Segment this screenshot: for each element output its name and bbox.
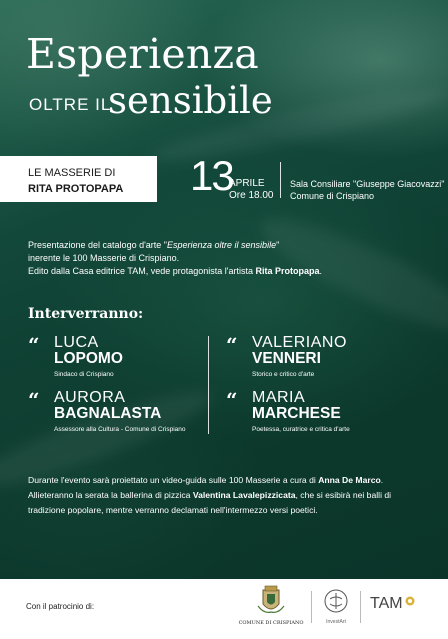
description-line-3 (28, 265, 428, 278)
speaker-role: Storico e critico d'arte (252, 371, 315, 378)
event-line-2 (28, 488, 428, 503)
quote-icon: “ (28, 388, 40, 412)
description-text: Edito dalla Casa editrice TAM, vede protagonista l'artista (28, 266, 256, 276)
date-info (229, 178, 273, 202)
crispiano-caption: COMUNE DI CRISPIANO (238, 620, 304, 626)
artist-name: Rita Protopapa (255, 266, 320, 276)
title-line-2-big: sensibile (108, 79, 273, 122)
event-text: . (380, 475, 384, 485)
venue-info (290, 178, 444, 202)
dancer-name: Valentina Lavalepizzicata (192, 490, 296, 500)
date-month: APRILE (229, 178, 265, 189)
event-text: Allieteranno la serata la ballerina di pizzica (28, 490, 193, 500)
venue-town: Comune di Crispiano (290, 191, 375, 201)
tam-mark-icon (404, 595, 416, 607)
tam-logo (370, 595, 416, 613)
speaker-first-name: VALERIANO (252, 334, 347, 351)
crest-icon (236, 584, 306, 620)
quote-icon: “ (28, 333, 40, 357)
event-text: , che si esibirà nei balli di (295, 490, 392, 500)
speaker-role: Poetessa, curatrice e critica d'arte (252, 426, 350, 433)
description-text: " (276, 240, 280, 250)
date-time: Ore 18.00 (229, 190, 274, 201)
video-curator-name: Anna De Marco (318, 475, 381, 485)
speaker-first-name: LUCA (54, 334, 99, 351)
event-text: Durante l'evento sarà proiettato un video-guida sulle 100 Masserie a cura di (28, 475, 319, 485)
label-artist-name: RITA PROTOPAPA (28, 183, 124, 195)
speaker-last-name: LOPOMO (54, 350, 123, 367)
event-line-3: tradizione popolare, mentre verranno declamati nell'intermezzo versi poetici. (28, 505, 318, 515)
tam-logo-text: TAM (370, 595, 403, 612)
quote-icon: “ (226, 388, 238, 412)
artist-label-box (0, 156, 157, 202)
date-venue-divider (280, 162, 281, 198)
footer-divider (360, 591, 361, 623)
description (28, 239, 428, 278)
event-line-1 (28, 473, 428, 488)
speaker-first-name: MARIA (252, 389, 306, 406)
speaker-last-name: MARCHESE (252, 405, 341, 422)
speaker-last-name: VENNERI (252, 350, 321, 367)
footer-patronage (0, 579, 448, 639)
catalog-title: Esperienza oltre il sensibile (167, 240, 277, 250)
description-text: . (319, 266, 323, 276)
description-line-2: inerente le 100 Masserie di Crispiano. (28, 253, 180, 263)
date-day: 13 (190, 152, 233, 199)
description-text: Presentazione del catalogo d'arte " (28, 240, 168, 250)
speaker-role: Sindaco di Crispiano (54, 371, 114, 378)
investart-logo (318, 587, 354, 631)
event-details (28, 473, 428, 518)
speaker-first-name: AURORA (54, 389, 126, 406)
title-line-1: Esperienza (26, 30, 259, 78)
patronage-label: Con il patrocinio di: (26, 602, 95, 611)
investart-caption: InvestArt (326, 619, 346, 625)
title-line-2-small: OLTRE IL (29, 95, 112, 114)
speakers-divider (208, 336, 209, 434)
investart-emblem-icon (318, 587, 354, 617)
speakers-heading: Interverranno: (28, 306, 144, 322)
speaker-last-name: BAGNALASTA (54, 405, 162, 422)
crispiano-logo (236, 584, 306, 630)
speaker-role: Assessore alla Cultura - Comune di Crispiano (54, 426, 186, 433)
footer-divider (311, 591, 312, 623)
venue-hall: Sala Consiliare "Giuseppe Giacovazzi" (290, 179, 445, 189)
quote-icon: “ (226, 333, 238, 357)
label-line-1: LE MASSERIE DI (28, 167, 116, 179)
description-line-1 (28, 239, 428, 252)
